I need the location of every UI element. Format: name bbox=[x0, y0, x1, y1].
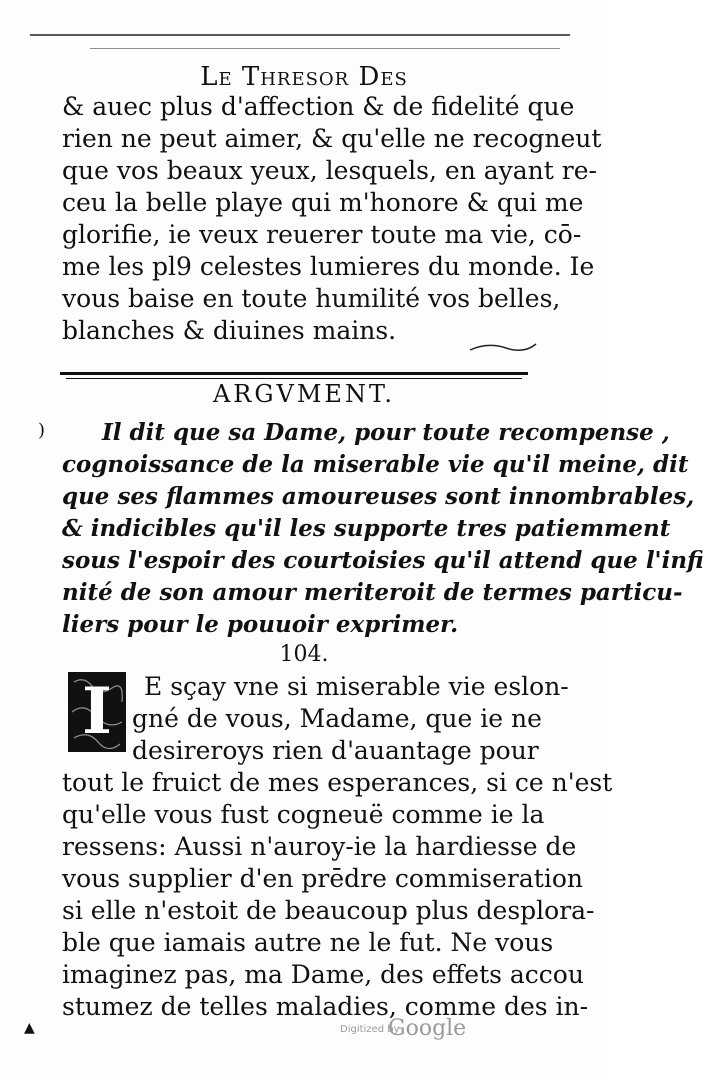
text-line: rien ne peut aimer, & qu'elle ne recogneut bbox=[62, 124, 602, 153]
text-line: blanches & diuines mains. bbox=[62, 316, 397, 345]
argument-line: & indicibles qu'il les supporte tres patiemment bbox=[62, 515, 671, 542]
argument-line: Il dit que sa Dame, pour toute recompense , bbox=[102, 419, 670, 446]
corner-mark: ▲ bbox=[24, 1020, 35, 1036]
text-line: & auec plus d'affection & de fidelité que bbox=[62, 92, 575, 121]
scan-artifact-line bbox=[90, 48, 560, 49]
letter-number: 104. bbox=[279, 642, 329, 667]
text-line: que vos beaux yeux, lesquels, en ayant re- bbox=[62, 156, 597, 185]
letter-line: ressens: Aussi n'auroy-ie la hardiesse de bbox=[62, 832, 577, 861]
margin-mark: ) bbox=[38, 420, 46, 441]
letter-line: desireroys rien d'auantage pour bbox=[132, 736, 539, 765]
letter-line: vous supplier d'en prēdre commiseration bbox=[62, 864, 583, 893]
letter-line: si elle n'estoit de beaucoup plus desplora- bbox=[62, 896, 595, 925]
text-line: ceu la belle playe qui m'honore & qui me bbox=[62, 188, 584, 217]
argument-line: nité de son amour meriteroit de termes particu- bbox=[62, 579, 683, 606]
dropcap-letter: I bbox=[82, 674, 112, 749]
letter-line: E sçay vne si miserable vie eslon- bbox=[144, 672, 569, 701]
letter-line: ble que iamais autre ne le fut. Ne vous bbox=[62, 928, 554, 957]
text-line: me les pl9 celestes lumieres du monde. Ie bbox=[62, 252, 595, 281]
running-header: Le Thresor Des bbox=[200, 62, 408, 92]
argument-line: que ses flammes amoureuses sont innombrables, bbox=[62, 483, 695, 510]
letter-line: imaginez pas, ma Dame, des effets accou bbox=[62, 960, 584, 989]
letter-line: gné de vous, Madame, que ie ne bbox=[132, 704, 542, 733]
letter-line: tout le fruict de mes esperances, si ce n'est bbox=[62, 768, 613, 797]
section-rule bbox=[60, 372, 528, 375]
ink-flourish bbox=[468, 340, 538, 354]
argument-line: sous l'espoir des courtoisies qu'il attend que l'infi bbox=[62, 547, 704, 574]
section-rule-thin bbox=[66, 378, 522, 379]
argument-line: cognoissance de la miserable vie qu'il meine, dit bbox=[62, 451, 689, 478]
google-watermark: Google bbox=[388, 1016, 467, 1041]
decorated-initial bbox=[68, 672, 126, 752]
scan-artifact-line bbox=[30, 34, 570, 36]
text-line: vous baise en toute humilité vos belles, bbox=[62, 284, 561, 313]
letter-line: qu'elle vous fust cogneuë comme ie la bbox=[62, 800, 545, 829]
argument-title: ARGVMENT. bbox=[212, 380, 396, 408]
digitized-by-label: Digitized by bbox=[340, 1024, 400, 1035]
argument-line: liers pour le pouuoir exprimer. bbox=[62, 611, 459, 638]
text-line: glorifie, ie veux reuerer toute ma vie, cō- bbox=[62, 220, 582, 249]
letter-line: stumez de telles maladies, comme des in- bbox=[62, 992, 589, 1021]
